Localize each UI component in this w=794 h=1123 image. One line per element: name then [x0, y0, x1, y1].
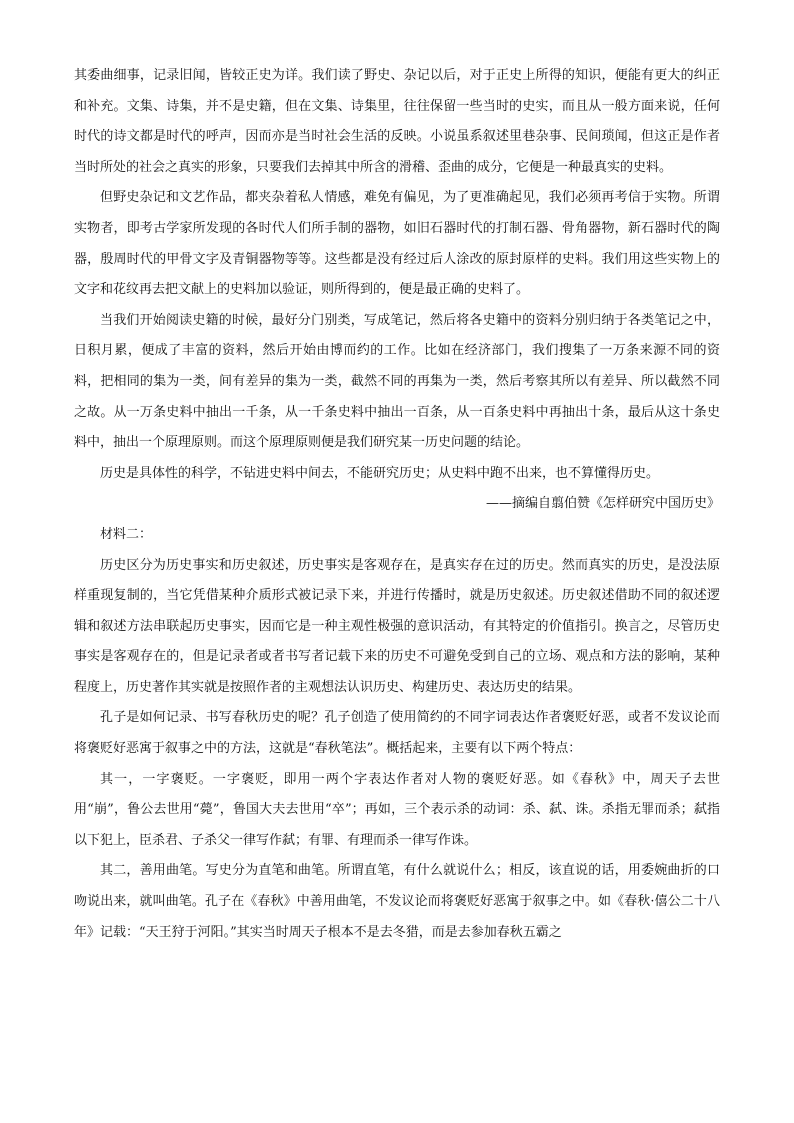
paragraph-4: 历史是具体性的科学，不钻进史料中间去，不能研究历史；从史料中跑不出来，也不算懂得历史。	[100, 465, 660, 481]
paragraph-1: 其委曲细事，记录旧闻，皆较正史为详。我们读了野史、杂记以后，对于正史上所得的知识，便能有更大的纠正和补充。文集、诗集，并不是史籍，但在文集、诗集里，往往保留一些当时的史实，而且从一般方面来说，任何时代的诗文都是时代的呼声，因而亦是当时社会生活的反映。小说虽系叙述里巷杂事、民间琐闻，但这正是作者当时所处的社会之真实的形象，只要我们去掉其中所含的滑稽、歪曲的成分，它便是一种最真实的史料。	[74, 68, 720, 175]
source-attribution: ——摘编自翦伯赞《怎样研究中国历史》	[485, 496, 720, 512]
paragraph-10: 其二，善用曲笔。写史分为直笔和曲笔。所谓直笔，有什么就说什么；相反，该直说的话，用委婉曲折的口吻说出来，就叫曲笔。孔子在《春秋》中善用曲笔，不发议论而将褒贬好恶寓于叙事之中。如《春秋·僖公二十八年》记载：“天王狩于河阳。”其实当时周天子根本不是去冬猎，而是去参加春秋五霸之	[74, 863, 720, 940]
paragraph-3: 当我们开始阅读史籍的时候，最好分门别类，写成笔记，然后将各史籍中的资料分别归纳于各类笔记之中，日积月累，便成了丰富的资料，然后开始由博而约的工作。比如在经济部门，我们搜集了一万条来源不同的资料，把相同的集为一类，间有差异的集为一类，截然不同的再集为一类，然后考察其所以有差异、所以截然不同之故。从一万条史料中抽出一千条，从一千条史料中抽出一百条，从一百条史料中再抽出十条，最后从这十条史料中，抽出一个原理原则。而这个原理原则便是我们研究某一历史问题的结论。	[74, 312, 720, 451]
paragraph-8: 孔子是如何记录、书写春秋历史的呢？孔子创造了使用简约的不同字词表达作者褒贬好恶，或者不发议论而将褒贬好恶寓于叙事之中的方法，这就是“春秋笔法”。概括起来，主要有以下两个特点：	[74, 710, 720, 757]
paragraph-9: 其一，一字褒贬。一字褒贬，即用一两个字表达作者对人物的褒贬好恶。如《春秋》中，周天子去世用“崩”，鲁公去世用“薨”，鲁国大夫去世用“卒”；再如，三个表示杀的动词：杀、弑、诛。杀指无罪而杀；弑指以下犯上，臣杀君、子杀父一律写作弑；有罪、有理而杀一律写作诛。	[74, 771, 720, 848]
paragraph-7: 历史区分为历史事实和历史叙述，历史事实是客观存在，是真实存在过的历史。然而真实的历史，是没法原样重现复制的，当它凭借某种介质形式被记录下来，并进行传播时，就是历史叙述。历史叙述借助不同的叙述逻辑和叙述方法串联起历史事实，因而它是一种主观性极强的意识活动，有其特定的价值指引。换言之，尽管历史事实是客观存在的，但是记录者或者书写者记载下来的历史不可避免受到自己的立场、观点和方法的影响，某种程度上，历史著作其实就是按照作者的主观想法认识历史、构建历史、表达历史的结果。	[74, 557, 720, 695]
paragraph-2: 但野史杂记和文艺作品，都夹杂着私人情感，难免有偏见，为了更准确起见，我们必须再考信于实物。所谓实物者，即考古学家所发现的各时代人们所手制的器物，如旧石器时代的打制石器、骨角器物，新石器时代的陶器，殷周时代的甲骨文字及青铜器物等等。这些都是没有经过后人涂改的原封原样的史料。我们用这些实物上的文字和花纹再去把文献上的史料加以验证，则所得到的，便是最正确的史料了。	[74, 190, 720, 298]
material-two-heading: 材料二：	[100, 526, 153, 542]
